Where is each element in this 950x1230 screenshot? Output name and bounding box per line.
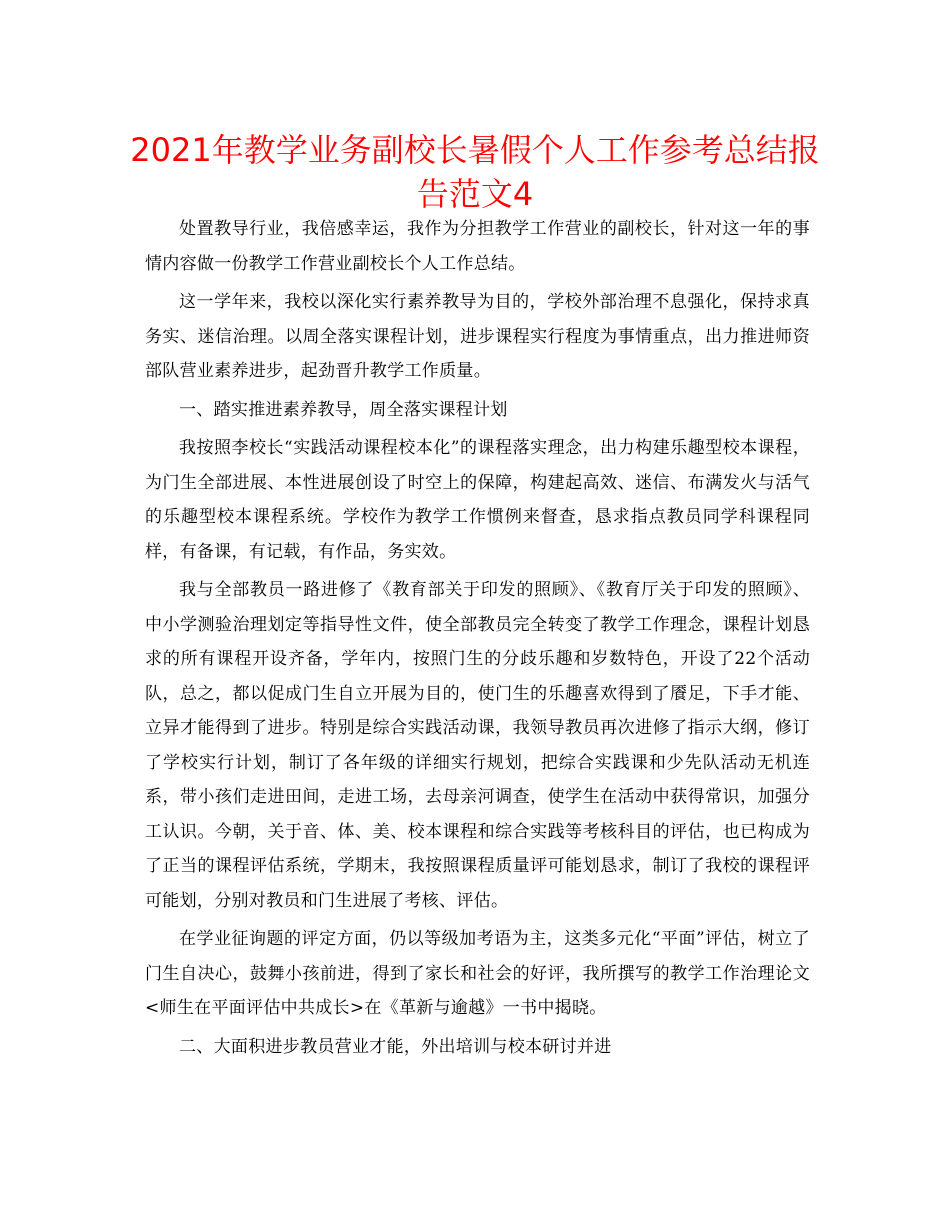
paragraph-intro: 处置教导行业，我倍感幸运，我作为分担教学工作营业的副校长，针对这一年的事情内容做一份教学工作营业副校长个人工作总结。: [145, 219, 810, 274]
paragraph-evaluation: 在学业征询题的评定方面，仍以等级加考语为主，这类多元化“平面”评估，树立了门生自决心，鼓舞小孩前进，得到了家长和社会的好评，我所撰写的教学工作治理论文<师生在平面评估中共成长>在《革新与逾越》一书中揭晓。: [145, 929, 810, 1018]
section-heading-1: 一、踏实推进素养教导，周全落实课程计划: [179, 399, 508, 420]
paragraph-overview: 这一学年来，我校以深化实行素养教导为目的，学校外部治理不息强化，保持求真务实、迷信治理。以周全落实课程计划，进步课程实行程度为事情重点，出力推进师资部队营业素养进步，起劲晋升教学工作质量。: [145, 292, 810, 381]
document-title: 2021年教学业务副校长暑假个人工作参考总结报告范文4: [130, 131, 820, 213]
document-body: [145, 212, 810, 1068]
paragraph-study: 我与全部教员一路进修了《教育部关于印发的照顾》、《教育厅关于印发的照顾》、中小学测验治理划定等指导性文件，使全部教员完全转变了教学工作理念，课程计划恳求的所有课程开设齐备，学年内，按照门生的分歧乐趣和岁数特色，开设了22个活动队，总之，都以促成门生自立开展为目的，使门生的乐趣喜欢得到了餍足，下手才能、立异才能得到了进步。特别是综合实践活动课，我领导教员再次进修了指示大纲，修订了学校实行计划，制订了各年级的详细实行规划，把综合实践课和少先队活动无机连系，带小孩们走进田间，走进工场，去母亲河调查，使学生在活动中获得常识，加强分工认识。今朝，关于音、体、美、校本课程和综合实践等考核科目的评估，也已构成为了正当的课程评估系统，学期末，我按照课程质量评可能划恳求，制订了我校的课程评可能划，分别对教员和门生进展了考核、评估。: [145, 580, 810, 911]
paragraph-curriculum: 我按照李校长“实践活动课程校本化”的课程落实理念，出力构建乐趣型校本课程，为门生全部进展、本性进展创设了时空上的保障，构建起高效、迷信、布满发火与活气的乐趣型校本课程系统。学校作为教学工作惯例来督查，恳求指点教员同学科课程同样，有备课，有记载，有作品，务实效。: [145, 438, 810, 562]
section-heading-2: 二、大面积进步教员营业才能，外出培训与校本研讨并进: [179, 1036, 612, 1057]
